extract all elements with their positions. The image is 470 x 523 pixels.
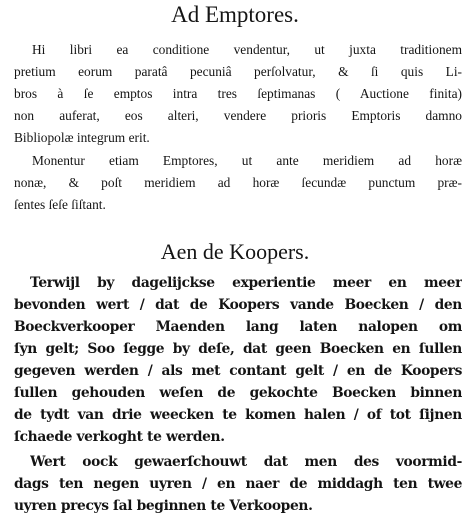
latin-line-6: Monentur etiam Emptores, ut ante meridiem ad horæ [32,153,462,168]
dutch-line-3: Boeckverkooper Maenden lang laten nalopen om [14,319,462,335]
dutch-line-8: ſchaede verkoght te werden. [14,429,225,445]
latin-line-2: pretium eorum paratâ pecuniâ perſolvatur, & ſi quis Li- [14,64,462,79]
dutch-line-10: dags ten negen uyren / en naer de middagh ten twee [14,476,462,492]
latin-line-4: non auferat, eos alteri, vendere prioris Emptoris damno [14,108,462,123]
latin-line-8: ſentes ſeſe ſiſtant. [14,197,106,212]
latin-line-1: Hi libri ea conditione vendentur, ut juxta traditionem [32,42,462,57]
dutch-heading: Aen de Koopers. [160,239,310,264]
latin-line-3: bros à ſe emptos intra tres ſeptimanas ( Auctione finita) [14,86,462,101]
dutch-line-6: ſullen gehouden weſen de gekochte Boecken binnen [14,385,462,401]
dutch-line-5: gegeven werden / als met contant gelt / en de Koopers [14,363,462,379]
latin-line-7: nonæ, & poſt meridiem ad horæ ſecundæ punctum præ- [14,175,462,190]
latin-heading: Ad Emptores. [171,2,299,27]
dutch-line-1: Terwijl by dagelijckse experientie meer en meer [30,275,462,291]
dutch-line-2: bevonden wert / dat de Koopers vande Boecken / den [14,297,462,313]
dutch-line-9: Wert oock gewaerſchouwt dat men des voormid- [30,454,462,470]
dutch-line-11: uyren precys ſal beginnen te Verkoopen. [14,498,313,514]
latin-line-5: Bibliopolæ integrum erit. [14,130,150,145]
dutch-line-4: ſyn gelt; Soo ſegge by deſe, dat geen Boecken en ſullen [14,341,462,357]
dutch-line-7: de tydt van drie weecken te komen halen / of tot ſijnen [14,407,462,423]
